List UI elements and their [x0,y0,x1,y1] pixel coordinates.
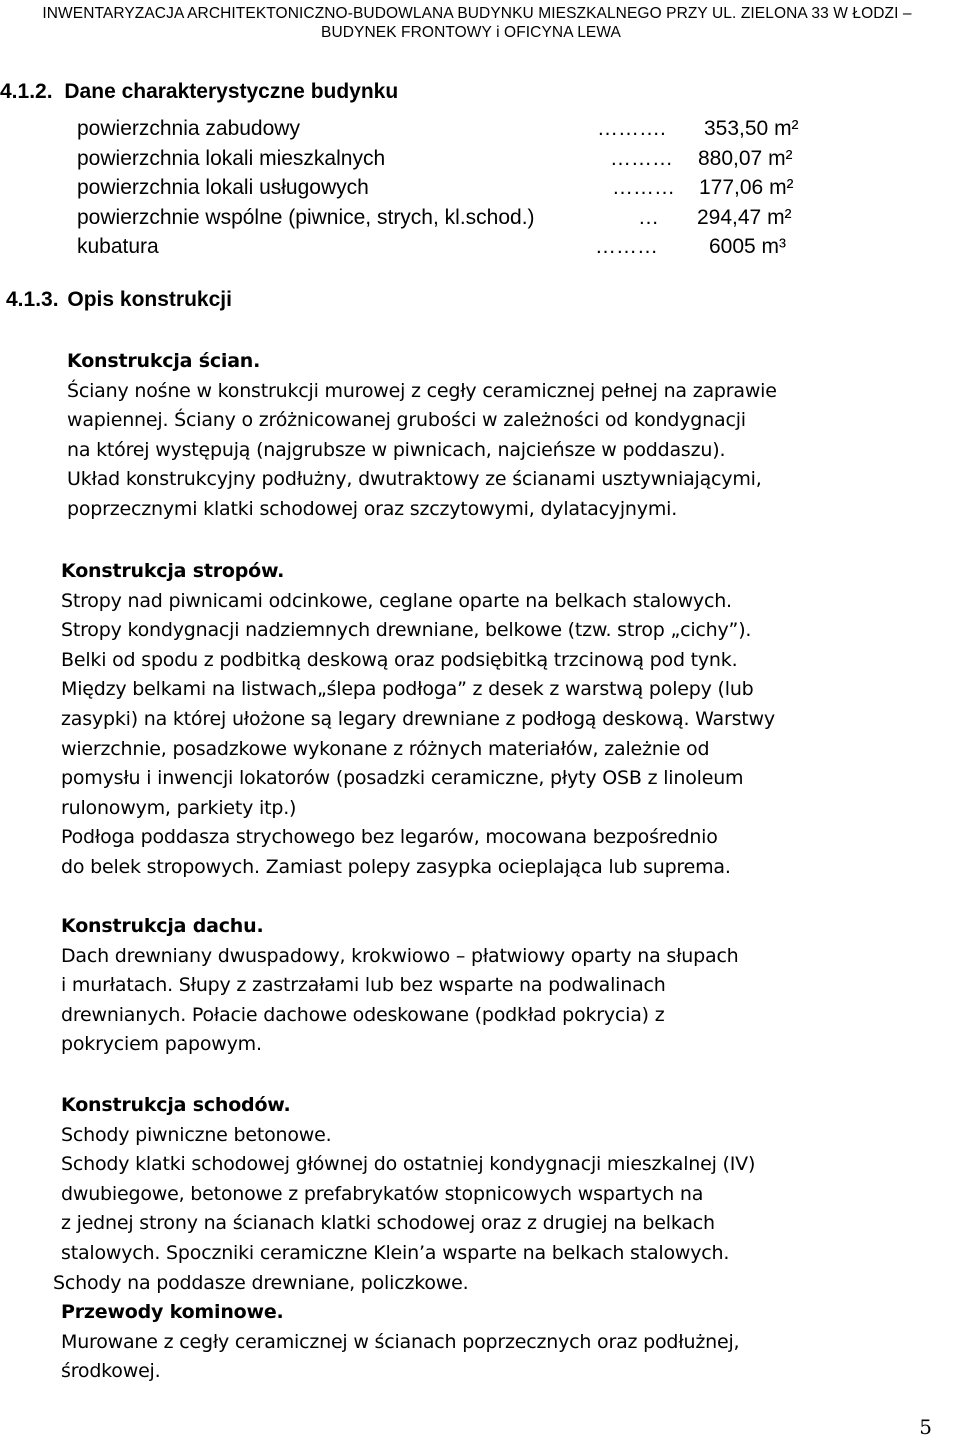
ceilings-line: Belki od spodu z podbitką deskową oraz podsiębitką trzcinową pod tynk. [61,648,738,671]
roof-line: i murłatach. Słupy z zastrzałami lub bez wsparte na podwalinach [61,974,666,997]
chimneys-heading: Przewody kominowe. [61,1301,284,1323]
walls-line: poprzecznymi klatki schodowej oraz szczytowymi, dylatacyjnymi. [67,497,678,520]
stat-row [77,203,837,233]
section-number: 4.1.2. [0,80,53,103]
stat-row [77,114,837,144]
roof-line: drewnianych. Połacie dachowe odeskowane (podkład pokrycia) z [61,1003,665,1026]
ceilings-line: Między belkami na listwach„ślepa podłoga” z desek z warstwą polepy (lub [61,678,754,701]
page-header [0,4,960,42]
roof-line: Dach drewniany dwuspadowy, krokwiowo – płatwiowy oparty na słupach [61,944,739,967]
chimneys-section [61,1298,960,1387]
stat-value: 880,07 m² [698,146,793,170]
chimneys-line: Murowane z cegły ceramicznej w ścianach poprzecznych oraz podłużnej, [61,1330,740,1353]
ceilings-line: rulonowym, parkiety itp.) [61,796,297,819]
walls-line: wapiennej. Ściany o zróżnicowanej grubości w zależności od kondygnacji [67,409,746,432]
stat-row [77,232,837,262]
stat-dots: ……… [612,176,675,199]
building-stats-list [77,114,837,262]
ceilings-line: pomysłu i inwencji lokatorów (posadzki ceramiczne, płyty OSB z linoleum [61,767,744,790]
chimneys-line: środkowej. [61,1360,161,1383]
roof-section [61,912,960,1060]
stairs-line: Schody klatki schodowej głównej do ostatniej kondygnacji mieszkalnej (IV) [61,1153,756,1176]
stat-dots: ……… [610,146,673,170]
stairs-line: Schody piwniczne betonowe. [61,1123,332,1146]
stat-label: powierzchnia zabudowy [77,117,300,140]
ceilings-line: zasypki) na której ułożone są legary drewniane z podłogą deskową. Warstwy [61,707,775,730]
ceilings-heading: Konstrukcja stropów. [61,560,285,582]
roof-heading: Konstrukcja dachu. [61,915,264,937]
roof-line: pokryciem papowym. [61,1033,262,1056]
page-number: 5 [919,1415,932,1439]
stat-row [77,144,837,174]
header-line-2: BUDYNEK FRONTOWY i OFICYNA LEWA [321,24,621,41]
stairs-section [53,1091,960,1298]
ceilings-line: wierzchnie, posadzkowe wykonane z różnych materiałów, zależnie od [61,737,710,760]
stat-value: 294,47 m² [697,205,792,229]
ceilings-section [61,557,960,883]
stat-value: 6005 m³ [709,235,787,258]
stairs-attic-line: Schody na poddasze drewniane, policzkowe. [53,1271,469,1294]
walls-section [67,347,960,525]
ceilings-line: do belek stropowych. Zamiast polepy zasypka ocieplająca lub suprema. [61,855,731,878]
walls-heading: Konstrukcja ścian. [67,350,261,372]
stat-dots: ……… [595,235,658,258]
ceilings-line: Stropy kondygnacji nadziemnych drewniane, belkowe (tzw. strop „cichy”). [61,619,752,642]
stat-label: kubatura [77,235,159,258]
section-title: Dane charakterystyczne budynku [64,80,399,103]
section-title: Opis konstrukcji [67,288,232,311]
stat-dots: … [638,205,659,229]
section-heading-4-1-3 [6,288,232,312]
stat-label: powierzchnie wspólne (piwnice, strych, kl.schod.) [77,205,535,229]
ceilings-line: Stropy nad piwnicami odcinkowe, ceglane oparte na belkach stalowych. [61,589,732,612]
stairs-line: dwubiegowe, betonowe z prefabrykatów stopnicowych wspartych na [61,1182,704,1205]
stat-label: powierzchnia lokali usługowych [77,176,369,199]
walls-line: Układ konstrukcyjny podłużny, dwutraktowy ze ścianami usztywniającymi, [67,468,762,491]
section-heading-4-1-2 [0,80,398,104]
stat-label: powierzchnia lokali mieszkalnych [77,146,386,170]
stat-row [77,173,837,203]
ceilings-line: Podłoga poddasza strychowego bez legarów, mocowana bezpośrednio [61,826,718,849]
walls-line: Ściany nośne w konstrukcji murowej z cegły ceramicznej pełnej na zaprawie [67,379,777,402]
stairs-line: z jednej strony na ścianach klatki schodowej oraz z drugiej na belkach [61,1212,715,1235]
section-number: 4.1.3. [6,288,59,311]
stairs-line: stalowych. Spoczniki ceramiczne Klein’a wsparte na belkach stalowych. [61,1241,730,1264]
stairs-heading: Konstrukcja schodów. [61,1094,291,1116]
stat-value: 353,50 m² [704,117,799,140]
stat-value: 177,06 m² [699,176,794,199]
stat-dots: ………. [597,117,666,140]
walls-line: na której występują (najgrubsze w piwnicach, najcieńsze w poddaszu). [67,438,726,461]
header-line-1: INWENTARYZACJA ARCHITEKTONICZNO-BUDOWLANA BUDYNKU MIESZKALNEGO PRZY UL. ZIELONA 33 W ŁODZI – [42,5,912,22]
